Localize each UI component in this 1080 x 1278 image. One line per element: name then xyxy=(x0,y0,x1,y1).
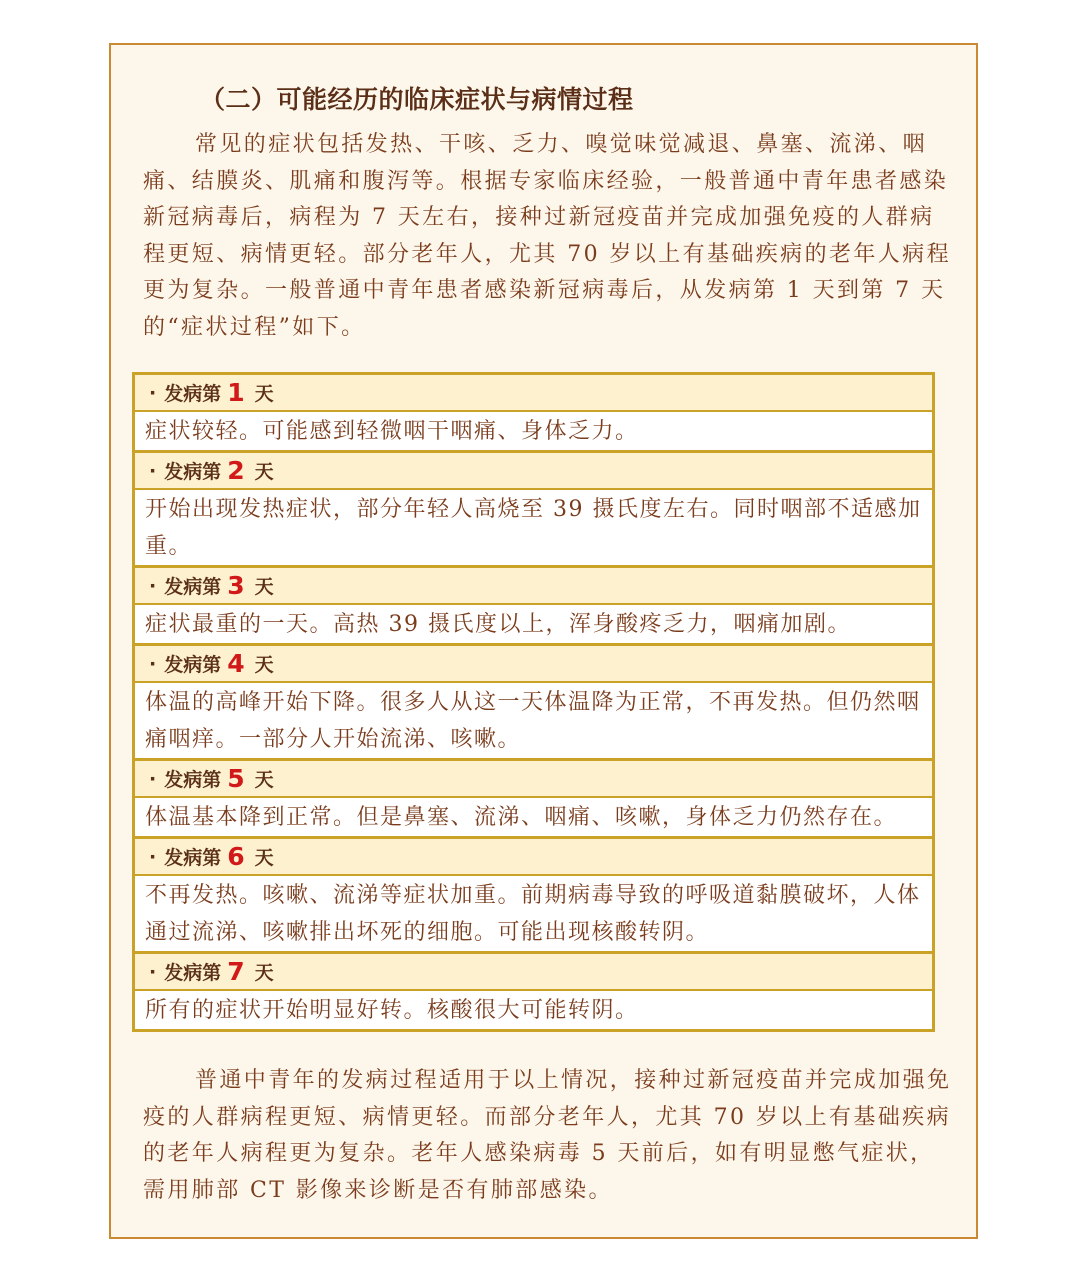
outro-paragraph xyxy=(143,1063,953,1209)
bullet: · xyxy=(149,574,157,597)
day-prefix: 发病第 xyxy=(164,461,222,483)
day-number: 5 xyxy=(227,764,245,793)
bullet: · xyxy=(149,845,157,868)
day-suffix: 天 xyxy=(254,576,274,598)
day-1-description: 症状较轻。可能感到轻微咽干咽痛、身体乏力。 xyxy=(135,412,932,453)
bullet: · xyxy=(149,381,157,404)
day-number: 6 xyxy=(227,842,245,871)
day-5-header xyxy=(135,761,932,798)
day-prefix: 发病第 xyxy=(164,847,222,869)
day-5-description: 体温基本降到正常。但是鼻塞、流涕、咽痛、咳嗽，身体乏力仍然存在。 xyxy=(135,798,932,839)
day-suffix: 天 xyxy=(254,461,274,483)
day-suffix: 天 xyxy=(254,847,274,869)
bullet: · xyxy=(149,960,157,983)
day-suffix: 天 xyxy=(254,769,274,791)
day-number: 1 xyxy=(227,378,245,407)
day-prefix: 发病第 xyxy=(164,962,222,984)
day-6-header xyxy=(135,839,932,876)
day-number: 4 xyxy=(227,649,245,678)
day-3-description: 症状最重的一天。高热 39 摄氏度以上，浑身酸疼乏力，咽痛加剧。 xyxy=(135,605,932,646)
day-4-header xyxy=(135,646,932,683)
day-prefix: 发病第 xyxy=(164,576,222,598)
day-7-header xyxy=(135,954,932,991)
outro-paragraph-text: 普通中青年的发病过程适用于以上情况，接种过新冠疫苗并完成加强免疫的人群病程更短、病情更轻。而部分老年人，尤其 70 岁以上有基础疾病的老年人病程更为复杂。老年人感染病毒 5 天前后，如有明显憋气症状，需用肺部 CT 影像来诊断是否有肺部感染。 xyxy=(143,1068,952,1203)
intro-paragraph xyxy=(143,127,953,346)
day-2-header xyxy=(135,453,932,490)
day-2-description: 开始出现发热症状，部分年轻人高烧至 39 摄氏度左右。同时咽部不适感加重。 xyxy=(135,490,932,568)
day-number: 2 xyxy=(227,456,245,485)
day-number: 3 xyxy=(227,571,245,600)
day-prefix: 发病第 xyxy=(164,769,222,791)
bullet: · xyxy=(149,459,157,482)
section-title: （二）可能经历的临床症状与病情过程 xyxy=(200,85,634,114)
day-6-description: 不再发热。咳嗽、流涕等症状加重。前期病毒导致的呼吸道黏膜破坏，人体通过流涕、咳嗽排出坏死的细胞。可能出现核酸转阴。 xyxy=(135,876,932,954)
day-4-description: 体温的高峰开始下降。很多人从这一天体温降为正常，不再发热。但仍然咽痛咽痒。一部分人开始流涕、咳嗽。 xyxy=(135,683,932,761)
symptom-timeline-table xyxy=(132,372,935,1032)
day-prefix: 发病第 xyxy=(164,383,222,405)
bullet: · xyxy=(149,767,157,790)
intro-paragraph-text: 常见的症状包括发热、干咳、乏力、嗅觉味觉减退、鼻塞、流涕、咽痛、结膜炎、肌痛和腹泻等。根据专家临床经验，一般普通中青年患者感染新冠病毒后，病程为 7 天左右，接种过新冠疫苗并完成加强免疫的人群病程更短、病情更轻。部分老年人，尤其 70 岁以上有基础疾病的老年人病程更为复杂。一般普通中青年患者感染新冠病毒后，从发病第 1 天到第 7 天的“症状过程”如下。 xyxy=(143,132,951,340)
day-7-description: 所有的症状开始明显好转。核酸很大可能转阴。 xyxy=(135,991,932,1029)
bullet: · xyxy=(149,652,157,675)
day-suffix: 天 xyxy=(254,962,274,984)
day-suffix: 天 xyxy=(254,383,274,405)
day-number: 7 xyxy=(227,957,245,986)
day-1-header xyxy=(135,375,932,412)
day-3-header xyxy=(135,568,932,605)
day-prefix: 发病第 xyxy=(164,654,222,676)
day-suffix: 天 xyxy=(254,654,274,676)
